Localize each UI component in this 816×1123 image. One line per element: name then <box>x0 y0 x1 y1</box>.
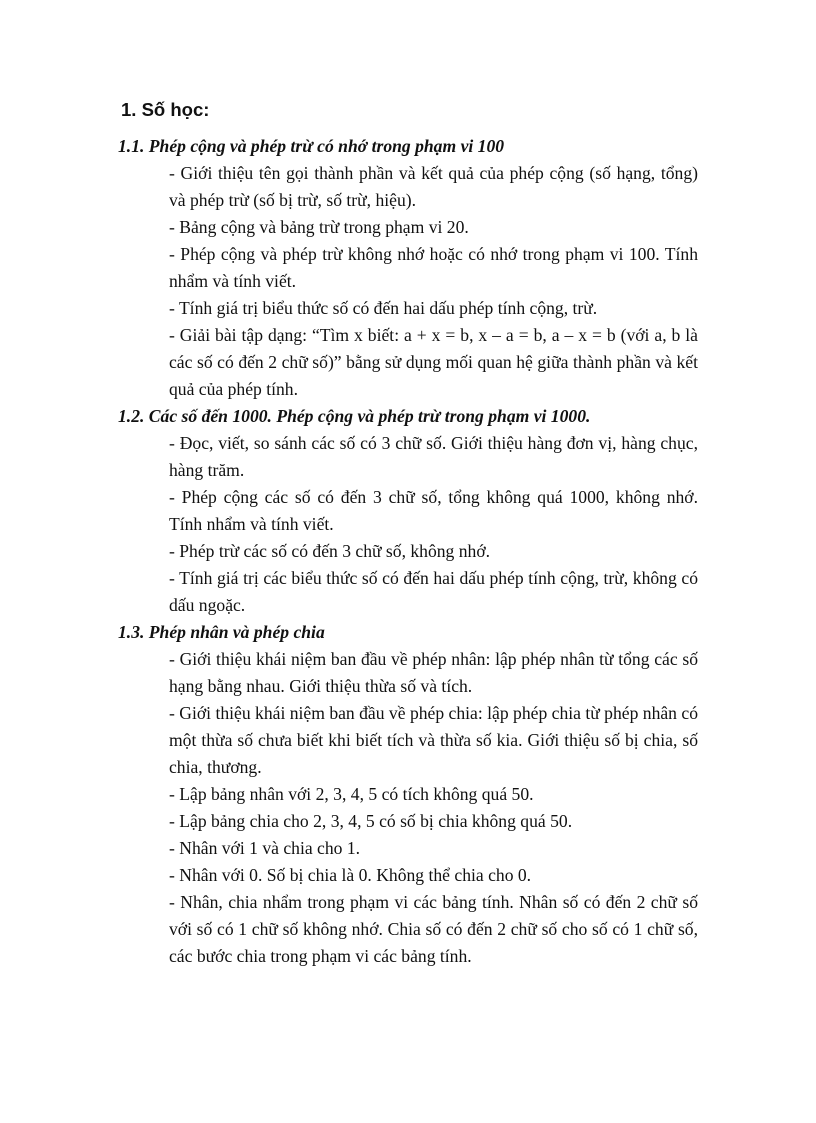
list-item: - Giới thiệu tên gọi thành phần và kết quả của phép cộng (số hạng, tổng) và phép trừ (số bị trừ, số trừ, hiệu). <box>169 163 698 210</box>
list-item: - Phép trừ các số có đến 3 chữ số, không nhớ. <box>169 541 491 561</box>
section-title: 1.3. Phép nhân và phép chia <box>118 622 325 642</box>
section-title: 1.2. Các số đến 1000. Phép cộng và phép trừ trong phạm vi 1000. <box>118 406 591 426</box>
list-item: - Giới thiệu khái niệm ban đầu về phép chia: lập phép chia từ phép nhân có một thừa số chưa biết khi biết tích và thừa số kia. Giới thiệu số bị chia, số chia, thương. <box>169 703 698 777</box>
list-item: - Lập bảng chia cho 2, 3, 4, 5 có số bị chia không quá 50. <box>169 811 573 831</box>
list-item: - Tính giá trị các biểu thức số có đến hai dấu phép tính cộng, trừ, không có dấu ngoặc. <box>169 568 698 615</box>
list-item: - Phép cộng và phép trừ không nhớ hoặc có nhớ trong phạm vi 100. Tính nhẩm và tính viết. <box>169 244 698 291</box>
list-item: - Đọc, viết, so sánh các số có 3 chữ số. Giới thiệu hàng đơn vị, hàng chục, hàng trăm. <box>169 433 698 480</box>
section-title: 1.1. Phép cộng và phép trừ có nhớ trong phạm vi 100 <box>118 136 505 156</box>
list-item: - Lập bảng nhân với 2, 3, 4, 5 có tích không quá 50. <box>169 784 534 804</box>
section-1-3 <box>118 619 698 970</box>
list-item: - Bảng cộng và bảng trừ trong phạm vi 20. <box>169 217 469 237</box>
list-item: - Phép cộng các số có đến 3 chữ số, tổng không quá 1000, không nhớ. Tính nhẩm và tính viết. <box>169 487 698 534</box>
list-item: - Nhân với 0. Số bị chia là 0. Không thể chia cho 0. <box>169 865 532 885</box>
page-heading: 1. Số học: <box>121 99 210 120</box>
list-item: - Tính giá trị biểu thức số có đến hai dấu phép tính cộng, trừ. <box>169 298 598 318</box>
section-1-2 <box>118 403 698 619</box>
list-item: - Giải bài tập dạng: “Tìm x biết: a + x = b, x – a = b, a – x = b (với a, b là các số có đến 2 chữ số)” bằng sử dụng mối quan hệ giữa thành phần và kết quả của phép tính. <box>169 325 698 399</box>
section-1-1 <box>118 133 698 403</box>
document-body <box>118 133 698 970</box>
list-item: - Nhân với 1 và chia cho 1. <box>169 838 361 858</box>
list-item: - Nhân, chia nhẩm trong phạm vi các bảng tính. Nhân số có đến 2 chữ số với số có 1 chữ số không nhớ. Chia số có đến 2 chữ số cho số có 1 chữ số, các bước chia trong phạm vi các bảng tính. <box>169 892 698 966</box>
list-item: - Giới thiệu khái niệm ban đầu về phép nhân: lập phép nhân từ tổng các số hạng bằng nhau. Giới thiệu thừa số và tích. <box>169 649 698 696</box>
